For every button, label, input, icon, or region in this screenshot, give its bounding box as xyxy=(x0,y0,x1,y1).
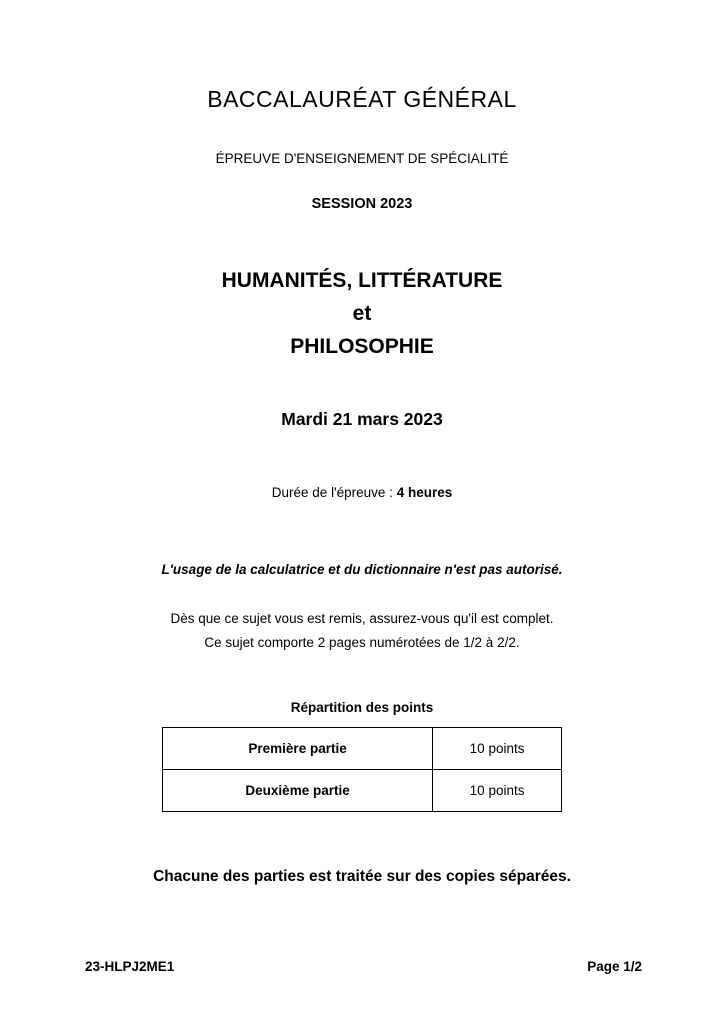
instructions-block xyxy=(0,607,724,655)
instruction-line-1: Dès que ce sujet vous est remis, assurez-vous qu'il est complet. xyxy=(170,611,554,626)
session-label: SESSION 2023 xyxy=(311,196,413,212)
document-subtitle: ÉPREUVE D'ENSEIGNEMENT DE SPÉCIALITÉ xyxy=(215,151,509,166)
duration-label: Durée de l'épreuve : xyxy=(271,485,397,500)
table-row xyxy=(163,770,562,812)
subject-line-3: PHILOSOPHIE xyxy=(290,335,434,358)
part-1-label: Première partie xyxy=(163,728,433,770)
subject-block xyxy=(0,264,724,363)
part-1-points: 10 points xyxy=(433,728,562,770)
points-distribution-title: Répartition des points xyxy=(290,700,434,715)
points-table xyxy=(162,727,562,812)
instruction-line-2: Ce sujet comporte 2 pages numérotées de 1/2 à 2/2. xyxy=(204,635,520,650)
calculator-notice: L'usage de la calculatrice et du dictionnaire n'est pas autorisé. xyxy=(161,562,563,577)
document-reference-code: 23-HLPJ2ME1 xyxy=(85,959,175,974)
page-number: Page 1/2 xyxy=(587,959,642,974)
separate-copies-note: Chacune des parties est traitée sur des copies séparées. xyxy=(153,868,571,885)
table-row xyxy=(163,728,562,770)
document-title: BACCALAURÉAT GÉNÉRAL xyxy=(207,86,517,112)
part-2-label: Deuxième partie xyxy=(163,770,433,812)
subject-line-2: et xyxy=(352,302,372,325)
part-2-points: 10 points xyxy=(433,770,562,812)
subject-line-1: HUMANITÉS, LITTÉRATURE xyxy=(221,269,503,292)
duration-line xyxy=(0,485,724,500)
duration-value: 4 heures xyxy=(396,485,453,500)
exam-date: Mardi 21 mars 2023 xyxy=(281,409,443,429)
